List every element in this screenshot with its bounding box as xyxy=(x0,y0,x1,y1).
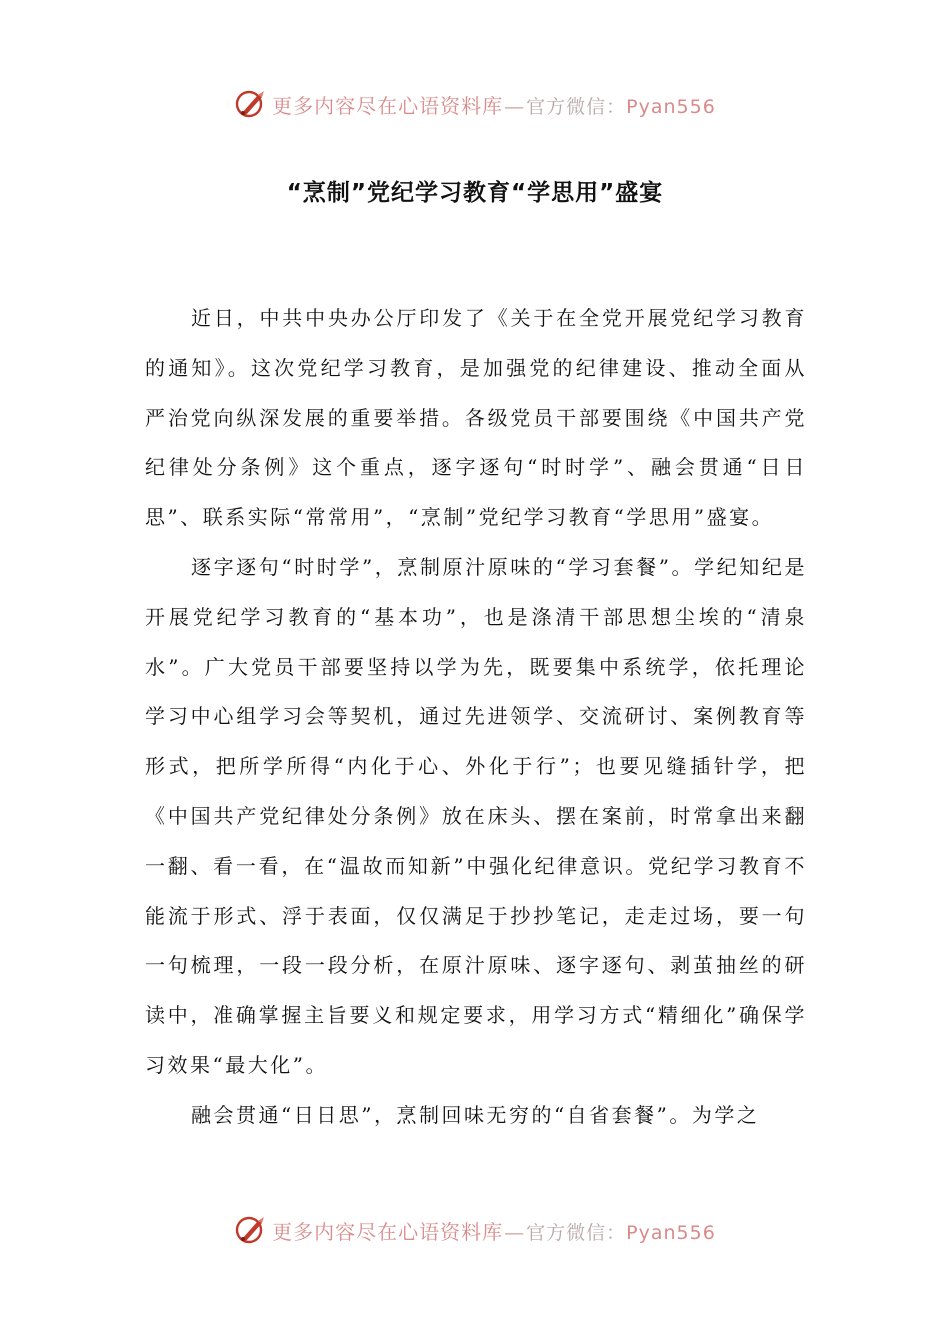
paragraph-2: 逐字逐句“时时学”，烹制原汁原味的“学习套餐”。学纪知纪是开展党纪学习教育的“基本功”，也是涤清干部思想尘埃的“清泉水”。广大党员干部要坚持以学为先，既要集中系统学，依托理论学习中心组学习会等契机，通过先进领学、交流研讨、案例教育等形式，把所学所得“内化于心、外化于行”；也要见缝插针学，把《中国共产党纪律处分条例》放在床头、摆在案前，时常拿出来翻一翻、看一看，在“温故而知新”中强化纪律意识。党纪学习教育不能流于形式、浮于表面，仅仅满足于抄抄笔记，走走过场，要一句一句梳理，一段一段分析，在原汁原味、逐字逐句、剥茧抽丝的研读中，准确掌握主旨要义和规定要求，用学习方式“精细化”确保学习效果“最大化”。 xyxy=(145,554,807,1077)
paragraph-1: 近日，中共中央办公厅印发了《关于在全党开展党纪学习教育的通知》。这次党纪学习教育，是加强党的纪律建设、推动全面从严治党向纵深发展的重要举措。各级党员干部要围绕《中国共产党纪律处分条例》这个重点，逐字逐句“时时学”、融会贯通“日日思”、联系实际“常常用”，“烹制”党纪学习教育“学思用”盛宴。 xyxy=(145,306,807,530)
document-body xyxy=(145,294,807,1141)
pen-logo-icon xyxy=(234,87,268,121)
header-watermark-banner xyxy=(0,84,950,124)
banner-text: 更多内容尽在心语资料库—官方微信：Pyan556 xyxy=(272,1219,716,1244)
banner-text: 更多内容尽在心语资料库—官方微信：Pyan556 xyxy=(272,93,716,118)
paragraph-3: 融会贯通“日日思”，烹制回味无穷的“自省套餐”。为学之 xyxy=(191,1102,760,1127)
pen-logo-icon xyxy=(234,1213,268,1247)
footer-watermark-banner xyxy=(0,1210,950,1250)
document-title: “烹制”党纪学习教育“学思用”盛宴 xyxy=(286,180,664,206)
